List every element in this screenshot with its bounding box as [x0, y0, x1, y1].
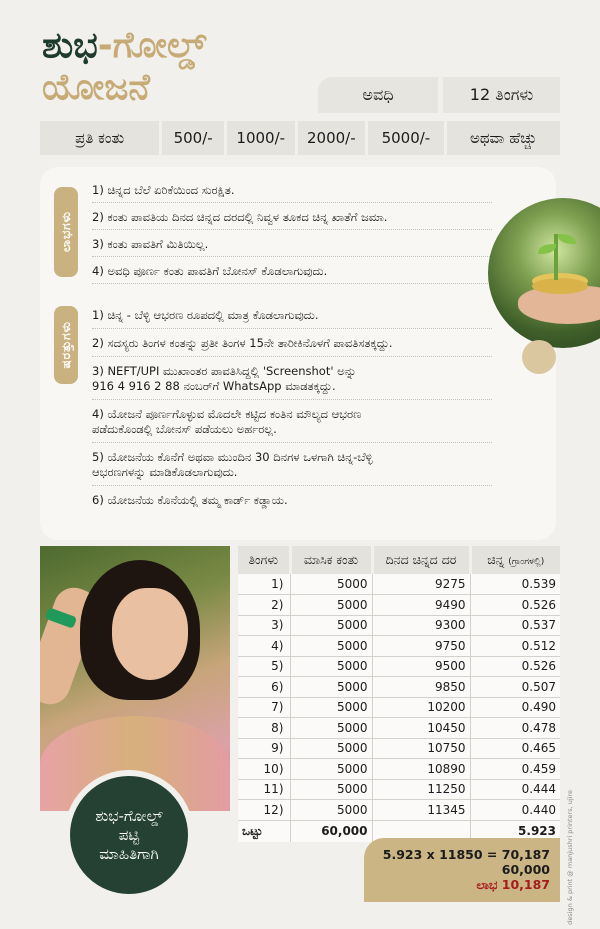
table-cell: 6)	[238, 677, 290, 698]
list-item: 1) ಚಿನ್ನದ ಬೆಲೆ ಏರಿಕೆಯಿಂದ ಸುರಕ್ಷಿತ.	[92, 181, 492, 203]
table-cell: 0.526	[470, 656, 560, 677]
table-cell: 5000	[290, 779, 372, 800]
table-row	[238, 656, 560, 677]
table-cell: 0.537	[470, 615, 560, 636]
table-cell: 9300	[372, 615, 470, 636]
list-item: 4) ಅವಧಿ ಪೂರ್ಣ ಕಂತು ಪಾವತಿಗೆ ಬೋನಸ್ ಕೊಡಲಾಗುವುದು.	[92, 262, 492, 284]
table-row	[238, 800, 560, 821]
table-row	[238, 595, 560, 616]
calc-line: 5.923 x 11850 = 70,187	[382, 847, 550, 862]
table-cell: 9)	[238, 738, 290, 759]
terms-tab: ಷರತ್ತುಗಳು	[54, 306, 78, 384]
table-cell: 10)	[238, 759, 290, 780]
col-gold: ಚಿನ್ನ (ಗ್ರಾಂಗಳಲ್ಲಿ)	[470, 546, 560, 574]
table-row	[238, 615, 560, 636]
table-cell: 12)	[238, 800, 290, 821]
table-cell: 0.440	[470, 800, 560, 821]
table-cell: 10750	[372, 738, 470, 759]
list-item: 6) ಯೋಜನೆಯ ಕೊನೆಯಲ್ಲಿ ತಮ್ಮ ಕಾರ್ಡ್ ಕಡ್ಡಾಯ.	[92, 493, 288, 507]
list-item: 3) NEFT/UPI ಮುಖಾಂತರ ಪಾವತಿಸಿದ್ದಲ್ಲಿ 'Screenshot' ಅನ್ನು 916 4 916 2 88 ನಂಬರ್‌ಗೆ WhatsApp ಮಾಡತಕ್ಕದ್ದು.	[92, 362, 492, 400]
total-cell: ಒಟ್ಟು	[238, 820, 290, 842]
table-cell: 0.507	[470, 677, 560, 698]
table-cell: 0.512	[470, 636, 560, 657]
table-cell: 5000	[290, 636, 372, 657]
decorative-dot	[522, 340, 556, 374]
table-cell: 10890	[372, 759, 470, 780]
table-cell: 11345	[372, 800, 470, 821]
table-cell: 5000	[290, 697, 372, 718]
table-cell: 3)	[238, 615, 290, 636]
table-row	[238, 738, 560, 759]
page-title	[42, 25, 207, 108]
table-cell: 0.478	[470, 718, 560, 739]
table-cell: 0.539	[470, 574, 560, 595]
table-cell: 8)	[238, 718, 290, 739]
table-cell: 5000	[290, 800, 372, 821]
list-item: 2) ಕಂತು ಪಾವತಿಯ ದಿನದ ಚಿನ್ನದ ದರದಲ್ಲಿ ನಿವ್ವಳ ತೂಕದ ಚಿನ್ನ ಖಾತೆಗೆ ಜಮಾ.	[92, 208, 492, 230]
table-cell: 0.490	[470, 697, 560, 718]
table-cell: 0.444	[470, 779, 560, 800]
table-cell: 0.526	[470, 595, 560, 616]
installment-more: ಅಥವಾ ಹೆಚ್ಚು	[447, 121, 560, 155]
calc-line: 60,000	[501, 862, 550, 877]
table-cell: 9850	[372, 677, 470, 698]
profit-line: ಲಾಭ 10,187	[476, 877, 550, 892]
gold-table	[238, 546, 560, 842]
table-row	[238, 759, 560, 780]
table-cell: 9500	[372, 656, 470, 677]
table-cell: 9750	[372, 636, 470, 657]
duration-label: ಅವಧಿ	[318, 77, 438, 113]
table-cell: 5000	[290, 677, 372, 698]
table-cell: 5000	[290, 738, 372, 759]
table-cell: 5000	[290, 718, 372, 739]
installment-option: 2000/-	[298, 121, 366, 155]
title-shubha: ಶುಭ	[42, 25, 98, 66]
table-cell: 7)	[238, 697, 290, 718]
table-cell: 0.459	[470, 759, 560, 780]
list-item: 5) ಯೋಜನೆಯ ಕೊನೆಗೆ ಅಥವಾ ಮುಂದಿನ 30 ದಿನಗಳ ಒಳಗಾಗಿ ಚಿನ್ನ-ಬೆಳ್ಳಿ ಆಭರಣಗಳನ್ನು ಮಾಡಿಕೊಡಲಾಗುವುದು.	[92, 448, 492, 486]
list-item: 3) ಕಂತು ಪಾವತಿಗೆ ಮಿತಿಯಿಲ್ಲ.	[92, 235, 492, 257]
col-rate: ದಿನದ ಚಿನ್ನದ ದರ	[372, 546, 470, 574]
table-cell: 2)	[238, 595, 290, 616]
table-row	[238, 779, 560, 800]
profit-calculation	[364, 838, 560, 902]
title-scheme: ಯೋಜನೆ	[42, 67, 150, 108]
table-cell: 0.465	[470, 738, 560, 759]
installment-option: 5000/-	[368, 121, 444, 155]
table-row	[238, 636, 560, 657]
list-item: 2) ಸದಸ್ಯರು ತಿಂಗಳ ಕಂತನ್ನು ಪ್ರತೀ ತಿಂಗಳ 15ನೇ ತಾರೀಕಿನೊಳಗೆ ಪಾವತಿಸತಕ್ಕದ್ದು.	[92, 334, 492, 357]
total-cell: 60,000	[290, 820, 372, 842]
table-cell: 5000	[290, 759, 372, 780]
installment-option: 1000/-	[227, 121, 295, 155]
duration-value: 12 ತಿಂಗಳು	[443, 77, 560, 113]
list-item: 4) ಯೋಜನೆ ಪೂರ್ಣಗೊಳ್ಳುವ ಮೊದಲೇ ಕಟ್ಟಿದ ಕಂತಿನ ಮೌಲ್ಯದ ಆಭರಣ ಪಡೆದುಕೊಂಡಲ್ಲಿ ಬೋನಸ್ ಪಡೆಯಲು ಅರ್ಹರಲ್ಲ.	[92, 405, 492, 443]
table-cell: 10200	[372, 697, 470, 718]
table-cell: 5000	[290, 656, 372, 677]
installment-option: 500/-	[162, 121, 224, 155]
table-row	[238, 677, 560, 698]
benefits-tab: ಲಾಭಗಳು	[54, 187, 78, 277]
table-cell: 9275	[372, 574, 470, 595]
list-item: 1) ಚಿನ್ನ - ಬೆಳ್ಳಿ ಆಭರಣ ರೂಪದಲ್ಲಿ ಮಾತ್ರ ಕೊಡಲಾಗುವುದು.	[92, 306, 492, 329]
info-badge: ಶುಭ-ಗೋಲ್ಡ್ ಪಟ್ಟಿ ಮಾಹಿತಿಗಾಗಿ	[64, 770, 194, 900]
installment-row	[40, 121, 560, 155]
table-cell: 9490	[372, 595, 470, 616]
terms-list	[92, 306, 492, 518]
table-cell: 5000	[290, 595, 372, 616]
table-cell: 5)	[238, 656, 290, 677]
table-row	[238, 574, 560, 595]
table-row	[238, 697, 560, 718]
table-cell: 1)	[238, 574, 290, 595]
table-cell: 5000	[290, 574, 372, 595]
installment-label: ಪ್ರತಿ ಕಂತು	[40, 121, 159, 155]
table-row	[238, 718, 560, 739]
table-cell: 10450	[372, 718, 470, 739]
table-cell: 11)	[238, 779, 290, 800]
title-gold: -ಗೋಲ್ಡ್	[97, 25, 207, 66]
total-cell: 5.923	[470, 820, 560, 842]
table-cell: 11250	[372, 779, 470, 800]
col-month: ತಿಂಗಳು	[238, 546, 290, 574]
table-cell: 5000	[290, 615, 372, 636]
designer-credit: design & print @ manjushri printers, ujire	[566, 790, 574, 925]
col-installment: ಮಾಸಿಕ ಕಂತು	[290, 546, 372, 574]
benefits-list	[92, 181, 492, 289]
table-cell: 4)	[238, 636, 290, 657]
